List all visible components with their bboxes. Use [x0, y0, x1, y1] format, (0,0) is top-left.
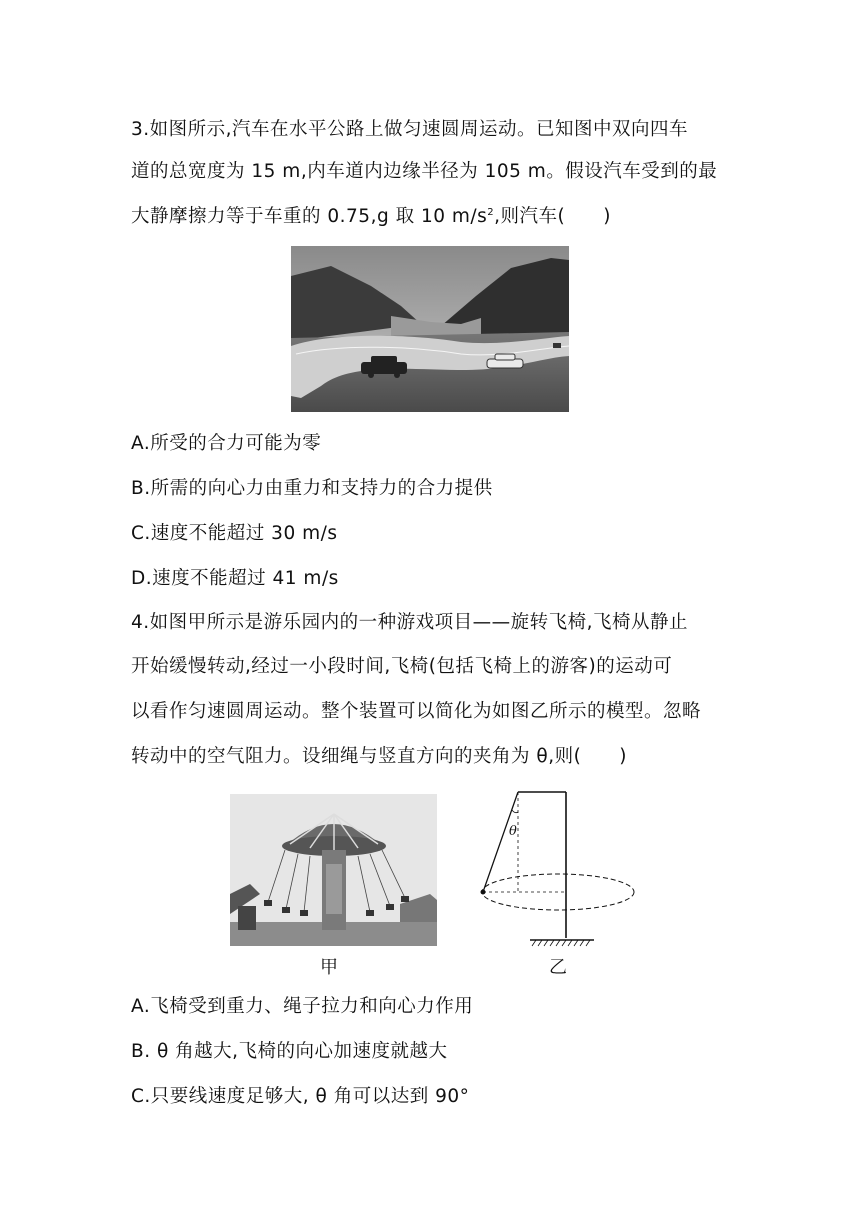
q3-exponent: 2: [487, 206, 495, 218]
q3-stem-line-3-text: 大静摩擦力等于车重的 0.75,g 取 10 m/s: [131, 206, 488, 227]
q3-stem-line-3-end: ,则汽车( ): [494, 206, 611, 227]
figure-caption-yi: 乙: [549, 957, 567, 978]
swing-model-diagram: [470, 790, 640, 950]
q3-option-c: C.速度不能超过 30 m/s: [131, 523, 338, 544]
theta-label: θ: [509, 824, 517, 839]
q4-option-c: C.只要线速度足够大, θ 角可以达到 90°: [131, 1086, 470, 1107]
curved-road-photo: [291, 246, 569, 412]
q4-stem-line-4: 转动中的空气阻力。设细绳与竖直方向的夹角为 θ,则( ): [131, 746, 628, 767]
q4-option-b: B. θ 角越大,飞椅的向心加速度就越大: [131, 1041, 448, 1062]
q4-stem-line-2: 开始缓慢转动,经过一小段时间,飞椅(包括飞椅上的游客)的运动可: [131, 656, 673, 677]
q4-stem-line-1: 4.如图甲所示是游乐园内的一种游戏项目——旋转飞椅,飞椅从静止: [131, 612, 689, 633]
q4-option-a: A.飞椅受到重力、绳子拉力和向心力作用: [131, 996, 474, 1017]
q3-stem-line-3: [131, 202, 611, 232]
q3-option-b: B.所需的向心力由重力和支持力的合力提供: [131, 478, 493, 499]
swing-ride-photo: [230, 794, 437, 946]
q3-option-a: A.所受的合力可能为零: [131, 433, 322, 454]
q3-option-d: D.速度不能超过 41 m/s: [131, 568, 339, 589]
q4-stem-line-3: 以看作匀速圆周运动。整个装置可以简化为如图乙所示的模型。忽略: [131, 701, 702, 722]
figure-caption-jia: 甲: [320, 957, 338, 978]
q3-stem-line-2: 道的总宽度为 15 m,内车道内边缘半径为 105 m。假设汽车受到的最: [131, 161, 718, 182]
q3-stem-line-1: 3.如图所示,汽车在水平公路上做匀速圆周运动。已知图中双向四车: [131, 119, 689, 140]
